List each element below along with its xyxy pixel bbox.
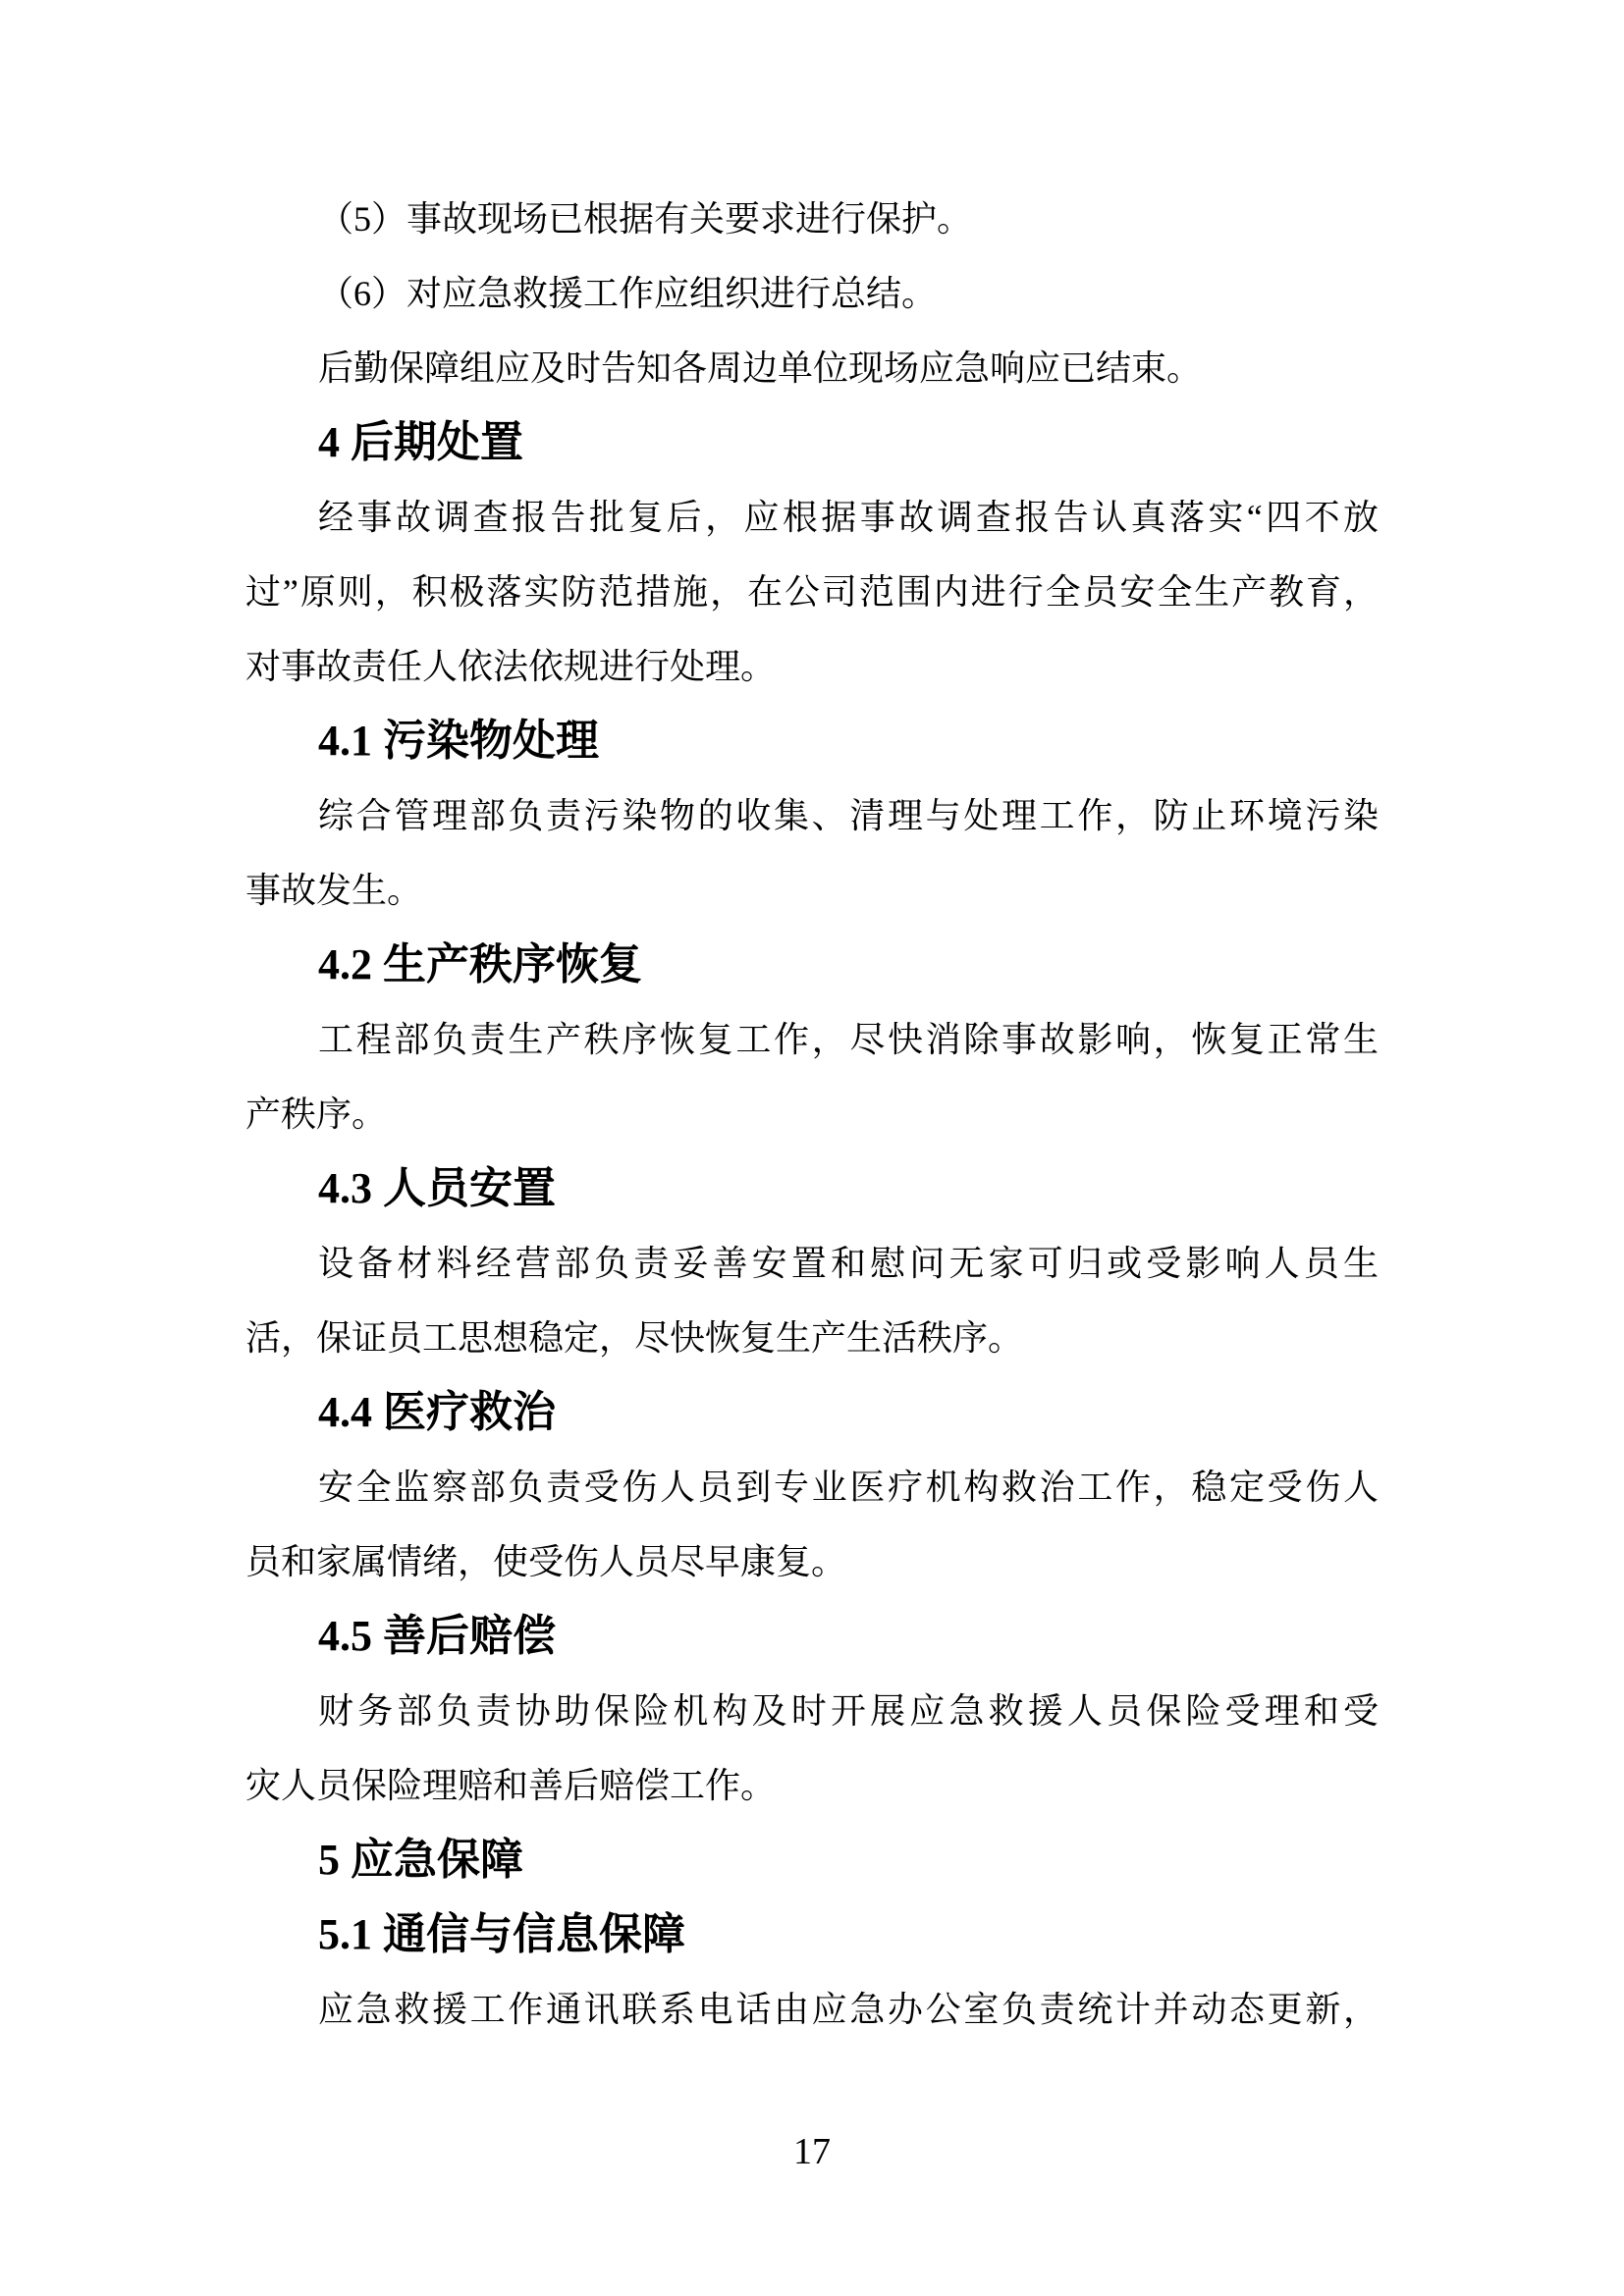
body-line: 安全监察部负责受伤人员到专业医疗机构救治工作，稳定受伤人	[318, 1468, 1379, 1507]
section-heading-5: 5 应急保障	[318, 1836, 523, 1884]
body-line: 员和家属情绪，使受伤人员尽早康复。	[245, 1542, 847, 1581]
body-line: 灾人员保险理赔和善后赔偿工作。	[245, 1766, 777, 1805]
section-heading-4-5: 4.5 善后赔偿	[318, 1612, 556, 1660]
body-line: 对事故责任人依法依规进行处理。	[245, 647, 777, 686]
body-line: （6）对应急救援工作应组织进行总结。	[318, 274, 938, 313]
section-heading-4-3: 4.3 人员安置	[318, 1164, 556, 1212]
body-line: 活，保证员工思想稳定，尽快恢复生产生活秩序。	[245, 1318, 1024, 1358]
body-line: 应急救援工作通讯联系电话由应急办公室负责统计并动态更新，	[318, 1990, 1379, 2029]
body-line: 工程部负责生产秩序恢复工作，尽快消除事故影响，恢复正常生	[318, 1020, 1379, 1059]
section-heading-4-2: 4.2 生产秩序恢复	[318, 940, 642, 988]
body-line: 事故发生。	[245, 871, 423, 910]
section-heading-4-1: 4.1 污染物处理	[318, 717, 599, 765]
body-line: 财务部负责协助保险机构及时开展应急救援人员保险受理和受	[318, 1691, 1379, 1731]
body-line: （5）事故现场已根据有关要求进行保护。	[318, 199, 973, 239]
body-line: 设备材料经营部负责妥善安置和慰问无家可归或受影响人员生	[318, 1244, 1379, 1283]
section-heading-5-1: 5.1 通信与信息保障	[318, 1910, 685, 1958]
page-number: 17	[793, 2131, 831, 2172]
section-heading-4: 4 后期处置	[318, 418, 523, 466]
body-line: 过”原则，积极落实防范措施，在公司范围内进行全员安全生产教育，	[245, 572, 1379, 612]
body-line: 经事故调查报告批复后，应根据事故调查报告认真落实“四不放	[318, 498, 1379, 537]
section-heading-4-4: 4.4 医疗救治	[318, 1388, 556, 1436]
body-line: 综合管理部负责污染物的收集、清理与处理工作，防止环境污染	[318, 796, 1379, 835]
body-line: 后勤保障组应及时告知各周边单位现场应急响应已结束。	[318, 348, 1203, 388]
text-block	[245, 182, 1379, 2047]
body-line: 产秩序。	[245, 1095, 388, 1134]
